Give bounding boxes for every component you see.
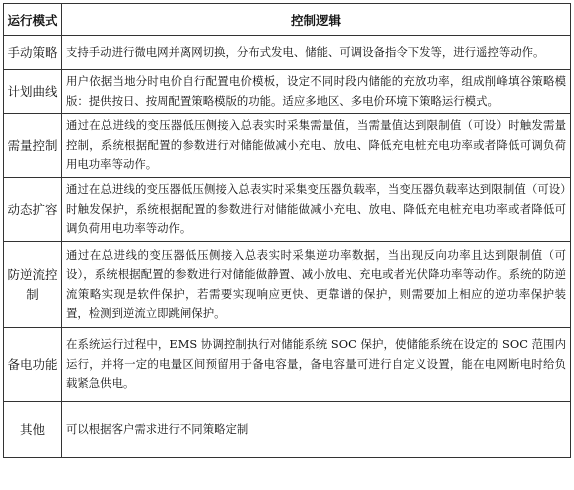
logic-cell: 用户依据当地分时电价自行配置电价模板，设定不同时段内储能的充放功率，组成削峰填谷策略模版：提供按日、按周配置策略模版的功能。适应多地区、多电价环境下策略运行模式。	[62, 70, 571, 114]
mode-cell: 计划曲线	[4, 70, 62, 114]
logic-cell: 支持手动进行微电网并离网切换，分布式发电、储能、可调设备指令下发等，进行遥控等动作。	[62, 36, 571, 70]
logic-cell: 通过在总进线的变压器低压侧接入总表实时采集逆功率数据，当出现反向功率且达到限制值（可设），系统根据配置的参数进行对储能做静置、减小放电、充电或者光伏降功率等动作。系统的防逆流策略实现是软件保护，若需要实现响应更快、更靠谱的保护，则需要加上相应的逆功率保护装置，检测到逆流立即跳闸保护。	[62, 242, 571, 328]
mode-cell: 动态扩容	[4, 178, 62, 242]
mode-cell: 其他	[4, 402, 62, 458]
logic-cell: 可以根据客户需求进行不同策略定制	[62, 402, 571, 458]
table-row	[4, 402, 571, 458]
mode-cell: 需量控制	[4, 114, 62, 178]
logic-cell: 通过在总进线的变压器低压侧接入总表实时采集需量值，当需量值达到限制值（可设）时触发需量控制，系统根据配置的参数进行对储能做减小充电、放电、降低充电桩充电功率或者降低可调负荷用电功率等动作。	[62, 114, 571, 178]
table-row	[4, 36, 571, 70]
mode-cell: 防逆流控制	[4, 242, 62, 328]
table-row	[4, 114, 571, 178]
mode-cell: 备电功能	[4, 328, 62, 402]
mode-cell: 手动策略	[4, 36, 62, 70]
logic-cell: 在系统运行过程中，EMS 协调控制执行对储能系统 SOC 保护，使储能系统在设定的 SOC 范围内运行，并将一定的电量区间预留用于备电容量，备电容量可进行自定义设置，能在电网断电时给负载紧急供电。	[62, 328, 571, 402]
table-row	[4, 328, 571, 402]
table-row	[4, 70, 571, 114]
table-row	[4, 242, 571, 328]
logic-cell: 通过在总进线的变压器低压侧接入总表实时采集变压器负载率，当变压器负载率达到限制值（可设）时触发保护，系统根据配置的参数进行对储能做减小充电、放电、降低充电桩充电功率或者降低可调负荷用电功率等动作。	[62, 178, 571, 242]
header-logic: 控制逻辑	[62, 4, 571, 36]
header-mode: 运行模式	[4, 4, 62, 36]
table-header-row	[4, 4, 571, 36]
table-row	[4, 178, 571, 242]
strategy-table	[3, 3, 571, 458]
